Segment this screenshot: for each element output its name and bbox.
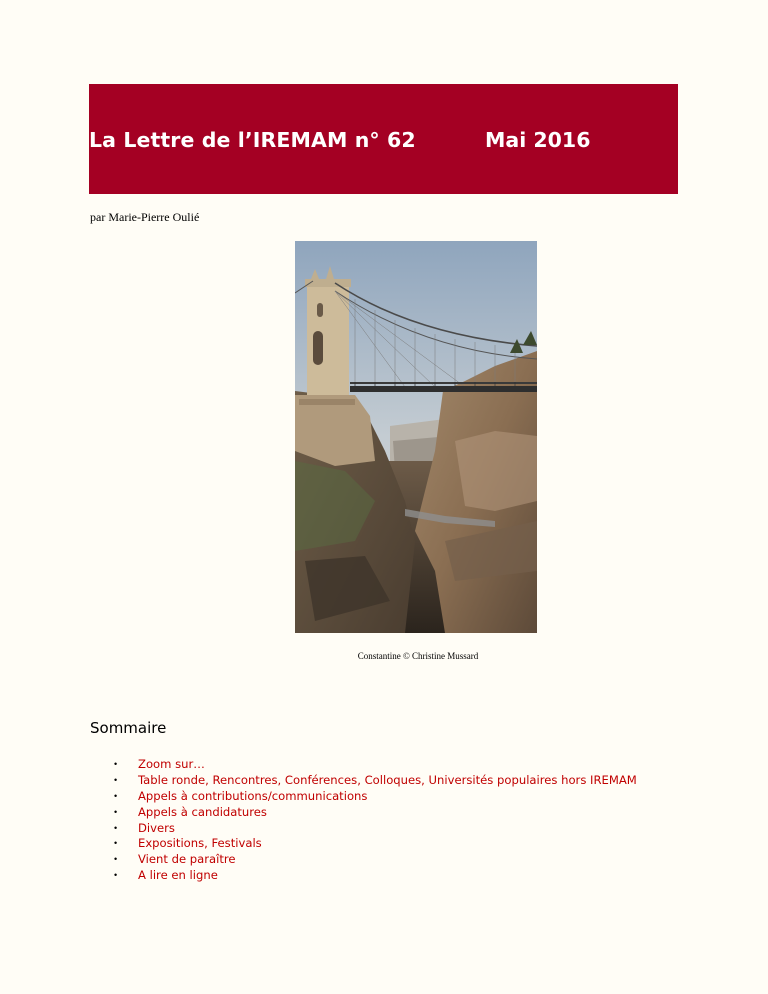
photo-illustration — [295, 241, 537, 633]
toc-heading: Sommaire — [90, 719, 167, 737]
photo-caption: Constantine © Christine Mussard — [357, 651, 479, 661]
bullet-icon: • — [114, 774, 118, 785]
toc-link-calls-contributions[interactable]: Appels à contributions/communications — [138, 788, 368, 803]
issue-date: Mai 2016 — [485, 128, 591, 152]
bullet-icon: • — [114, 854, 118, 865]
bullet-icon: • — [114, 806, 118, 817]
author-byline: par Marie-Pierre Oulié — [90, 210, 200, 224]
bullet-icon: • — [114, 838, 118, 849]
bullet-icon: • — [114, 759, 118, 769]
toc-link-exhibitions[interactable]: Expositions, Festivals — [138, 836, 262, 851]
toc-link-events[interactable]: Table ronde, Rencontres, Conférences, Colloques, Universités populaires hors IREMAM — [138, 772, 637, 787]
title-banner — [89, 84, 678, 194]
toc-link-calls-applications[interactable]: Appels à candidatures — [138, 804, 267, 819]
newsletter-title: La Lettre de l’IREMAM n° 62 — [89, 128, 416, 152]
bridge-photo — [295, 241, 537, 633]
toc-link-new-publications[interactable]: Vient de paraître — [138, 852, 236, 867]
toc-link-read-online[interactable]: A lire en ligne — [138, 868, 218, 883]
bullet-icon: • — [114, 822, 118, 833]
toc-link-zoom[interactable]: Zoom sur… — [138, 757, 205, 771]
bullet-icon: • — [114, 870, 118, 881]
bullet-icon: • — [114, 790, 118, 801]
toc-link-misc[interactable]: Divers — [138, 820, 175, 835]
